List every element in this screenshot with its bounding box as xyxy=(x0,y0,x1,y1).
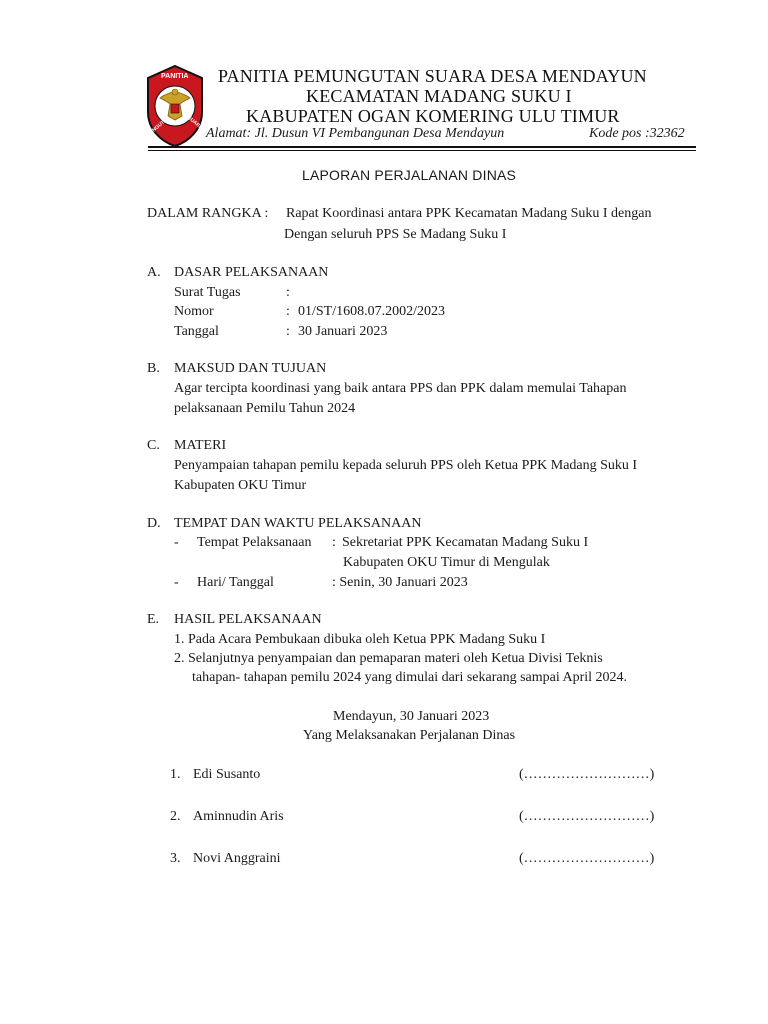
nomor-sep: : xyxy=(286,304,290,319)
section-c-line-1: Penyampaian tahapan pemilu kepada seluruh PPS oleh Ketua PPK Madang Suku I xyxy=(174,458,638,473)
rangka-line-1: Rapat Koordinasi antara PPK Kecamatan Madang Suku I dengan xyxy=(286,206,652,221)
tempat-sep: : xyxy=(332,535,336,550)
logo-right-text: SUARA xyxy=(186,114,204,132)
section-c-line-2: Kabupaten OKU Timur xyxy=(174,478,307,493)
signer-2-signature: (………………………) xyxy=(519,809,655,824)
kpu-logo xyxy=(140,64,206,148)
section-e-letter: E. xyxy=(147,612,160,627)
section-c-letter: C. xyxy=(147,438,160,453)
closing-signers-heading: Yang Melaksanakan Perjalanan Dinas xyxy=(303,728,516,743)
tempat-label: Tempat Pelaksanaan xyxy=(197,535,312,550)
surat-tugas-sep: : xyxy=(286,285,290,300)
signer-3-signature: (………………………) xyxy=(519,851,655,866)
tempat-dash: - xyxy=(174,535,179,550)
signer-2-name: Aminnudin Aris xyxy=(193,809,284,824)
tanggal-value: 30 Januari 2023 xyxy=(298,324,388,339)
nomor-value: 01/ST/1608.07.2002/2023 xyxy=(298,304,446,319)
surat-tugas-label: Surat Tugas xyxy=(174,285,241,300)
rangka-label: DALAM RANGKA : xyxy=(147,206,269,221)
header-line-3: KABUPATEN OGAN KOMERING ULU TIMUR xyxy=(246,106,620,126)
header-postcode: Kode pos :32362 xyxy=(589,126,685,141)
logo-left-text: PEMUNGUTAN xyxy=(140,115,172,143)
header-line-1: PANITIA PEMUNGUTAN SUARA DESA MENDAYUN xyxy=(218,66,647,86)
section-d-letter: D. xyxy=(147,516,161,531)
document-title: LAPORAN PERJALANAN DINAS xyxy=(302,167,517,183)
header-line-2: KECAMATAN MADANG SUKU I xyxy=(306,86,572,106)
header-rule-thin xyxy=(148,150,696,151)
signer-3-num: 3. xyxy=(170,851,181,866)
section-b-line-1: Agar tercipta koordinasi yang baik antara PPS dan PPK dalam memulai Tahapan xyxy=(174,381,627,396)
hari-dash: - xyxy=(174,575,179,590)
section-e-item-2a: 2. Selanjutnya penyampaian dan pemaparan materi oleh Ketua Divisi Teknis xyxy=(174,651,603,666)
signer-1-name: Edi Susanto xyxy=(193,767,261,782)
signer-3-name: Novi Anggraini xyxy=(193,851,281,866)
signer-1-num: 1. xyxy=(170,767,181,782)
tempat-line-2: Kabupaten OKU Timur di Mengulak xyxy=(343,555,550,570)
logo-top-text: PANITIA xyxy=(161,73,189,80)
signer-1-signature: (………………………) xyxy=(519,767,655,782)
closing-place-date: Mendayun, 30 Januari 2023 xyxy=(333,709,490,724)
header-address: Alamat: Jl. Dusun VI Pembangunan Desa Mendayun xyxy=(206,126,505,141)
section-a-letter: A. xyxy=(147,265,161,280)
section-b-heading: MAKSUD DAN TUJUAN xyxy=(174,361,327,376)
nomor-label: Nomor xyxy=(174,304,214,319)
tanggal-sep: : xyxy=(286,324,290,339)
section-e-item-2b: tahapan- tahapan pemilu 2024 yang dimulai dari sekarang sampai April 2024. xyxy=(192,670,628,685)
section-b-line-2: pelaksanaan Pemilu Tahun 2024 xyxy=(174,401,356,416)
section-b-letter: B. xyxy=(147,361,160,376)
section-d-heading: TEMPAT DAN WAKTU PELAKSANAAN xyxy=(174,516,422,531)
section-e-heading: HASIL PELAKSANAAN xyxy=(174,612,322,627)
tempat-line-1: Sekretariat PPK Kecamatan Madang Suku I xyxy=(342,535,589,550)
signer-2-num: 2. xyxy=(170,809,181,824)
rangka-line-2: Dengan seluruh PPS Se Madang Suku I xyxy=(284,227,507,242)
hari-value: : Senin, 30 Januari 2023 xyxy=(332,575,468,590)
section-e-item-1: 1. Pada Acara Pembukaan dibuka oleh Ketua PPK Madang Suku I xyxy=(174,632,546,647)
section-c-heading: MATERI xyxy=(174,438,227,453)
hari-label: Hari/ Tanggal xyxy=(197,575,274,590)
section-a-heading: DASAR PELAKSANAAN xyxy=(174,265,329,280)
tanggal-label: Tanggal xyxy=(174,324,219,339)
header-rule-thick xyxy=(148,146,696,148)
